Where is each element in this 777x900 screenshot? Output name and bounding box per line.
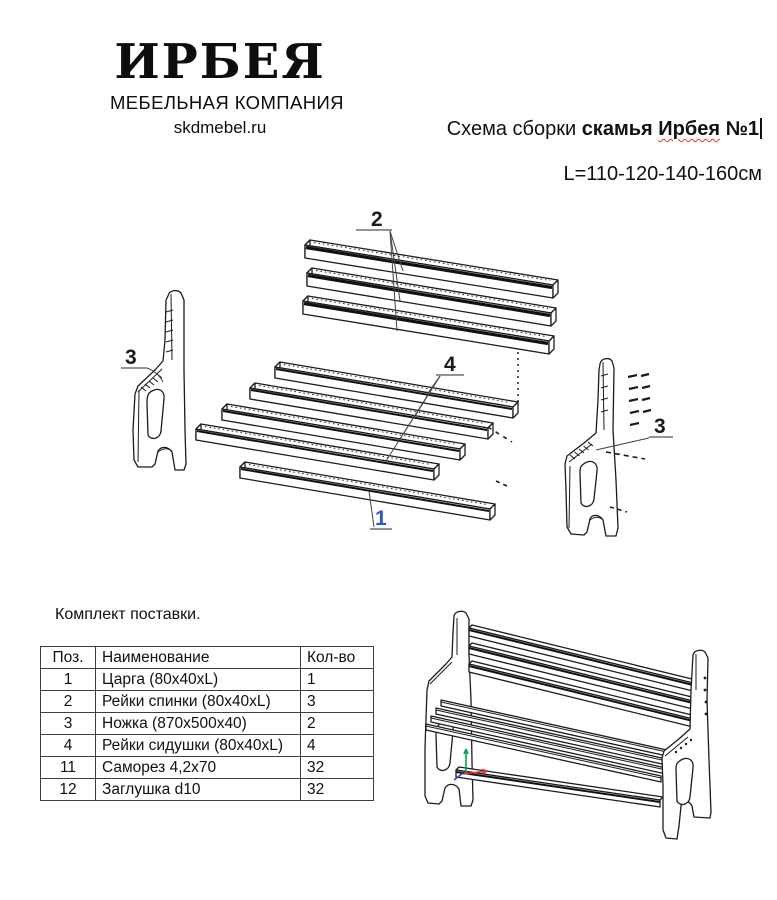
- cell-name: Рейки спинки (80x40xL): [96, 691, 301, 713]
- screw-marks: [628, 374, 651, 425]
- text-cursor: [760, 118, 762, 139]
- left-leg-drawing: [133, 291, 186, 470]
- cell-pos: 1: [41, 669, 96, 691]
- kit-table: [40, 646, 374, 801]
- title-bold-lead: скамья: [581, 118, 659, 140]
- column-header-name: Наименование: [96, 647, 301, 669]
- assembled-bench-drawing: [415, 600, 770, 885]
- svg-text:2: 2: [371, 208, 383, 231]
- cell-qty: 4: [301, 735, 374, 757]
- title-prefix: Схема сборки: [446, 118, 582, 140]
- cell-qty: 1: [301, 669, 374, 691]
- svg-text:3: 3: [125, 346, 137, 369]
- cell-pos: 2: [41, 691, 96, 713]
- brand-subtitle: МЕБЕЛЬНАЯ КОМПАНИЯ: [110, 92, 344, 113]
- column-header-pos: Поз.: [41, 647, 96, 669]
- table-row: [41, 713, 374, 735]
- title-block: [447, 118, 762, 186]
- cell-name: Саморез 4,2x70: [96, 757, 301, 779]
- tsarga-bar: [240, 462, 495, 520]
- title-bold-tail: №1: [720, 118, 759, 140]
- cell-pos: 4: [41, 735, 96, 757]
- table-row: [41, 757, 374, 779]
- exploded-view-diagram: [90, 195, 700, 585]
- bench-back-slats: [469, 625, 696, 727]
- svg-text:4: 4: [444, 353, 456, 376]
- svg-text:1: 1: [375, 507, 387, 530]
- svg-text:3: 3: [654, 415, 666, 438]
- cell-qty: 32: [301, 757, 374, 779]
- table-row: [41, 779, 374, 801]
- cell-name: Рейки сидушки (80x40xL): [96, 735, 301, 757]
- kit-heading: Комплект поставки.: [55, 606, 201, 623]
- table-row: [41, 735, 374, 757]
- cell-pos: 11: [41, 757, 96, 779]
- cell-pos: 12: [41, 779, 96, 801]
- title-flagged-word: Ирбея: [658, 118, 721, 140]
- company-logo: [110, 34, 344, 138]
- cell-qty: 32: [301, 779, 374, 801]
- table-row: [41, 669, 374, 691]
- brand-name: ИРБЕЯ: [114, 34, 326, 90]
- table-header-row: [41, 647, 374, 669]
- length-spec: L=110-120-140-160см: [563, 163, 762, 185]
- table-row: [41, 691, 374, 713]
- cell-qty: 2: [301, 713, 374, 735]
- cell-name: Царга (80x40xL): [96, 669, 301, 691]
- cell-name: Заглушка d10: [96, 779, 301, 801]
- column-header-qty: Кол-во: [301, 647, 374, 669]
- document-title[interactable]: [447, 118, 762, 141]
- cell-name: Ножка (870x500x40): [96, 713, 301, 735]
- brand-website: skdmebel.ru: [173, 118, 267, 137]
- cell-qty: 3: [301, 691, 374, 713]
- cell-pos: 3: [41, 713, 96, 735]
